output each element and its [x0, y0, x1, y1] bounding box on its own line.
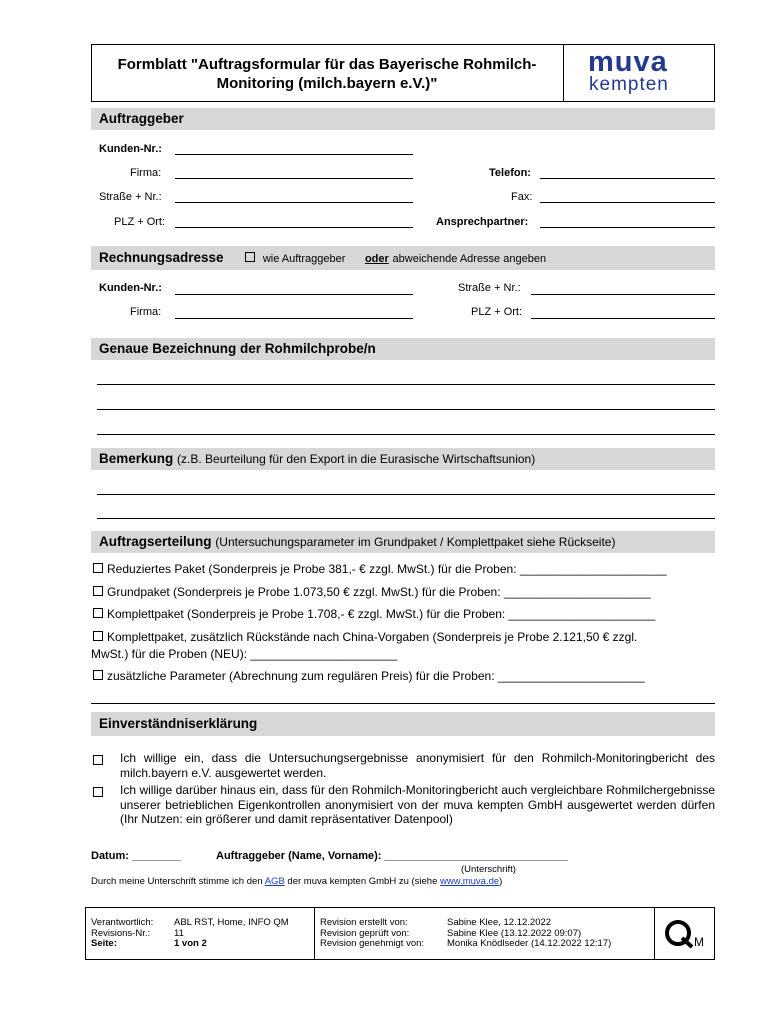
section-bemerkung-hint: (z.B. Beurteilung für den Export in die Eurasische Wirtschaftsunion)	[177, 452, 536, 466]
section-einverstaendnis-title: Einverständniserklärung	[99, 716, 258, 731]
seite-value: 1 von 2	[174, 938, 207, 949]
geprueft-label: Revision geprüft von:	[320, 927, 410, 939]
verantwortlich-label: Verantwortlich:	[91, 917, 154, 928]
unterschrift-label: (Unterschrift)	[461, 864, 516, 875]
section-einverstaendnis	[91, 712, 715, 736]
form-title-line2: Monitoring (milch.bayern e.V.)"	[216, 75, 438, 92]
bezeichnung-line-1[interactable]	[97, 384, 715, 385]
plz-label: PLZ + Ort:	[114, 216, 166, 228]
ansprechpartner-label: Ansprechpartner:	[436, 216, 529, 228]
genehmigt-label: Revision genehmigt von:	[320, 938, 425, 949]
rechnung-strasse-label: Straße + Nr.:	[458, 282, 521, 294]
kunden-nr-label: Kunden-Nr.:	[99, 143, 162, 155]
rechnung-firma-label: Firma:	[130, 306, 162, 318]
section-auftraggeber-title: Auftraggeber	[99, 111, 184, 126]
section-bezeichnung-title: Genaue Bezeichnung der Rohmilchprobe/n	[99, 341, 376, 356]
footer-left-values	[174, 918, 289, 950]
erstellt-label: Revision erstellt von:	[320, 917, 408, 928]
firma-field[interactable]	[175, 178, 413, 179]
section-bemerkung-title: Bemerkung	[99, 451, 174, 466]
option-grundpaket[interactable]	[93, 585, 651, 599]
section-auftraggeber	[91, 108, 715, 130]
option-zusaetzlich-checkbox[interactable]	[93, 670, 103, 680]
revisions-label: Revisions-Nr.:	[91, 927, 151, 939]
consent-1-checkbox[interactable]	[93, 755, 103, 765]
rechnung-strasse-field[interactable]	[531, 294, 715, 295]
revisions-value: 11	[174, 927, 184, 939]
consent-1-text: Ich willige ein, dass die Untersuchungsergebnisse anonymisiert für den Rohmilch-Monitoringbericht des milch.bayern e.V. ausgewertet werden.	[120, 751, 715, 780]
bezeichnung-line-3[interactable]	[97, 434, 715, 435]
agb-mid: der muva kempten GmbH zu (siehe	[287, 876, 438, 887]
rechnung-kunden-nr-label: Kunden-Nr.:	[99, 282, 162, 294]
option-china-cont: MwSt.) für die Proben (NEU): ______________________	[91, 647, 398, 661]
option-komplettpaket[interactable]	[93, 607, 655, 621]
erstellt-value: Sabine Klee, 12.12.2022	[447, 917, 552, 928]
firma-label: Firma:	[130, 167, 162, 179]
agb-post: )	[499, 876, 503, 887]
ansprechpartner-field[interactable]	[540, 227, 715, 228]
datum-field[interactable]: Datum: ________	[91, 850, 181, 862]
qm-logo-m: M	[694, 935, 704, 949]
option-china-checkbox[interactable]	[93, 631, 103, 641]
divider	[91, 703, 715, 704]
option-grundpaket-checkbox[interactable]	[93, 586, 103, 596]
consent-2-text: Ich willige darüber hinaus ein, dass für den Rohmilch-Monitoringbericht auch vergleichbare Rohmilchergebnisse unserer betrieblichen Eigenkontrollen anonymisiert von der muva kempten GmbH ausgewertet werden dürfen (Ihr Nutzen: ein größerer und damit repräsentativer Datenpool)	[120, 783, 715, 826]
rechnung-plz-field[interactable]	[531, 318, 715, 319]
option-grundpaket-label: Grundpaket (Sonderpreis je Probe 1.073,50 € zzgl. MwSt.) für die Proben: ______________________	[107, 585, 651, 599]
muva-logo: muva	[588, 46, 668, 78]
option-reduziert-checkbox[interactable]	[93, 563, 103, 573]
option-reduziert-label: Reduziertes Paket (Sonderpreis je Probe 381,- € zzgl. MwSt.) für die Proben: ______________________	[107, 562, 667, 576]
telefon-label: Telefon:	[489, 167, 531, 179]
website-link[interactable]: www.muva.de	[440, 876, 500, 887]
rechnung-firma-field[interactable]	[175, 318, 413, 319]
section-rechnungsadresse-title: Rechnungsadresse	[99, 250, 224, 265]
wie-auftraggeber-label: wie Auftraggeber	[262, 253, 346, 265]
section-auftragserteilung-title: Auftragserteilung	[99, 534, 212, 549]
footer-mid-labels	[320, 918, 424, 950]
title-divider	[563, 44, 564, 102]
kunden-nr-field[interactable]	[175, 154, 413, 155]
genehmigt-value: Monika Knödlseder (14.12.2022 12:17)	[447, 938, 612, 949]
strasse-field[interactable]	[175, 202, 413, 203]
oder-label: oder	[364, 253, 389, 265]
section-bemerkung	[91, 448, 715, 470]
option-china[interactable]	[93, 630, 637, 644]
qm-logo	[663, 917, 703, 951]
rechnung-kunden-nr-field[interactable]	[175, 294, 413, 295]
auftraggeber-signature-field[interactable]: Auftraggeber (Name, Vorname): ______________________________	[216, 850, 569, 862]
strasse-label: Straße + Nr.:	[99, 191, 162, 203]
option-china-label: Komplettpaket, zusätzlich Rückstände nach China-Vorgaben (Sonderpreis je Probe 2.121,50 € zzgl.	[107, 630, 638, 644]
telefon-field[interactable]	[540, 178, 715, 179]
form-title-line1: Formblatt "Auftragsformular für das Bayerische Rohmilch-	[117, 56, 537, 73]
form-title	[92, 55, 562, 93]
fax-label: Fax:	[511, 191, 533, 203]
fax-field[interactable]	[540, 202, 715, 203]
option-komplettpaket-label: Komplettpaket (Sonderpreis je Probe 1.708,- € zzgl. MwSt.) für die Proben: ______________________	[107, 607, 656, 621]
option-zusaetzlich[interactable]	[93, 669, 645, 683]
footer-mid-values	[447, 918, 611, 950]
footer-left-labels	[91, 918, 153, 950]
wie-auftraggeber-checkbox[interactable]	[245, 252, 255, 262]
agb-link[interactable]: AGB	[264, 876, 285, 887]
section-auftragserteilung-hint: (Untersuchungsparameter im Grundpaket / Komplettpaket siehe Rückseite)	[215, 535, 616, 549]
option-komplettpaket-checkbox[interactable]	[93, 608, 103, 618]
footer-divider-1	[314, 907, 315, 960]
bemerkung-line-1[interactable]	[97, 494, 715, 495]
plz-field[interactable]	[175, 227, 413, 228]
option-zusaetzlich-label: zusätzliche Parameter (Abrechnung zum regulären Preis) für die Proben: ______________________	[107, 669, 645, 683]
bemerkung-line-2[interactable]	[97, 518, 715, 519]
bezeichnung-line-2[interactable]	[97, 409, 715, 410]
agb-pre: Durch meine Unterschrift stimme ich den	[91, 876, 263, 887]
agb-notice	[91, 876, 502, 887]
abweichend-label: abweichende Adresse angeben	[392, 253, 547, 265]
geprueft-value: Sabine Klee (13.12.2022 09:07)	[447, 927, 582, 939]
section-bezeichnung	[91, 338, 715, 360]
consent-2-checkbox[interactable]	[93, 787, 103, 797]
rechnung-plz-label: PLZ + Ort:	[471, 306, 523, 318]
option-reduziert[interactable]	[93, 562, 667, 576]
section-rechnungsadresse	[91, 246, 715, 270]
footer-divider-2	[654, 907, 655, 960]
section-auftragserteilung	[91, 531, 715, 553]
verantwortlich-value: ABL RST, Home, INFO QM	[174, 917, 289, 928]
seite-label: Seite:	[91, 938, 117, 949]
kempten-logo: kempten	[589, 74, 669, 95]
